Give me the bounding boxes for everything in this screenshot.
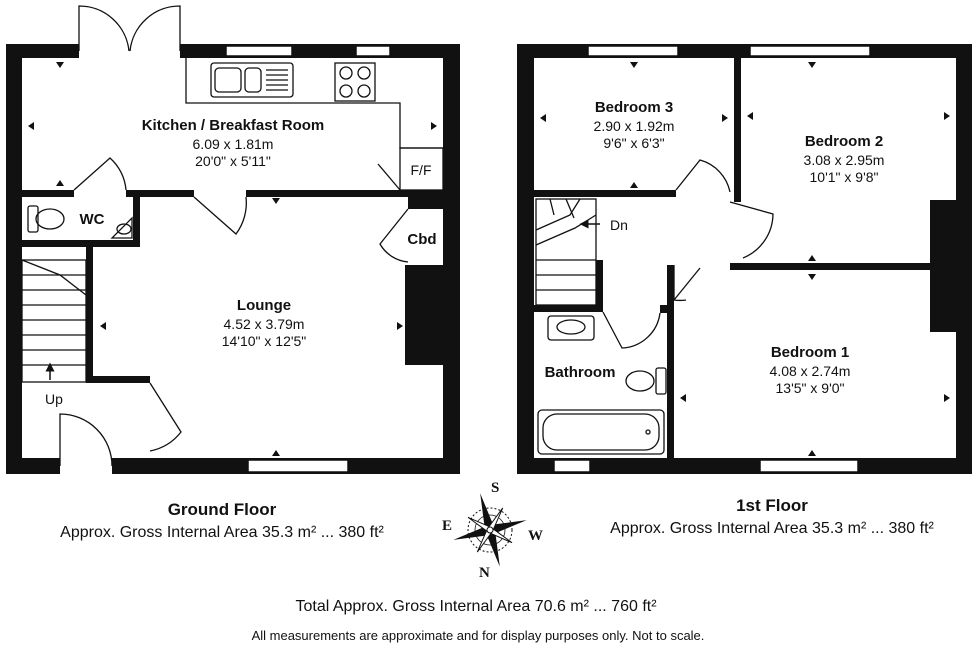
room-lounge (222, 297, 307, 351)
ground-floor-windows (226, 46, 390, 472)
room-imperial: 20'0" x 5'11" (195, 153, 271, 170)
room-imperial: 9'6" x 6'3" (603, 135, 665, 152)
room-metric: 6.09 x 1.81m (192, 135, 274, 152)
room-bedroom-1 (770, 344, 851, 398)
room-imperial: 10'1" x 9'8" (809, 169, 879, 186)
room-kitchen (142, 117, 325, 171)
room-bedroom-3 (594, 99, 675, 153)
room-bedroom-2 (804, 133, 885, 187)
room-name: Lounge (236, 297, 292, 314)
room-metric: 3.08 x 2.95m (803, 151, 885, 168)
compass-s-label: S (491, 480, 500, 496)
label-stairs-down: Dn (610, 217, 628, 233)
room-name: Bedroom 2 (804, 133, 884, 150)
disclaimer: All measurements are approximate and for display purposes only. Not to scale. (251, 628, 705, 643)
room-imperial: 14'10" x 12'5" (221, 333, 307, 350)
compass-e-label: E (442, 518, 453, 534)
room-metric: 4.08 x 2.74m (769, 362, 851, 379)
room-name: Kitchen / Breakfast Room (141, 117, 325, 134)
label-cupboard: Cbd (407, 231, 437, 248)
room-metric: 4.52 x 3.79m (223, 315, 305, 332)
first-floor-title: 1st Floor (736, 496, 808, 515)
ground-floor-title: Ground Floor (167, 500, 277, 519)
compass-n-label: N (479, 565, 490, 581)
compass-rose (452, 492, 528, 568)
total-area: Total Approx. Gross Internal Area 70.6 m² ... 760 ft² (295, 598, 657, 615)
room-name: Bedroom 3 (594, 99, 674, 116)
room-imperial: 13'5" x 9'0" (775, 380, 845, 397)
label-wc: WC (79, 211, 105, 228)
ground-floor-walls (6, 44, 460, 474)
ground-floor-area: Approx. Gross Internal Area 35.3 m² ... 380 ft² (60, 524, 384, 541)
first-floor-area: Approx. Gross Internal Area 35.3 m² ... 380 ft² (610, 520, 934, 537)
label-stairs-up: Up (45, 391, 63, 407)
label-bathroom: Bathroom (544, 364, 616, 381)
compass-w-label: W (528, 528, 543, 544)
room-metric: 2.90 x 1.92m (593, 117, 675, 134)
label-fridge-freezer: F/F (410, 162, 432, 178)
room-name: Bedroom 1 (770, 344, 850, 361)
ground-floor-fixtures (22, 6, 443, 466)
